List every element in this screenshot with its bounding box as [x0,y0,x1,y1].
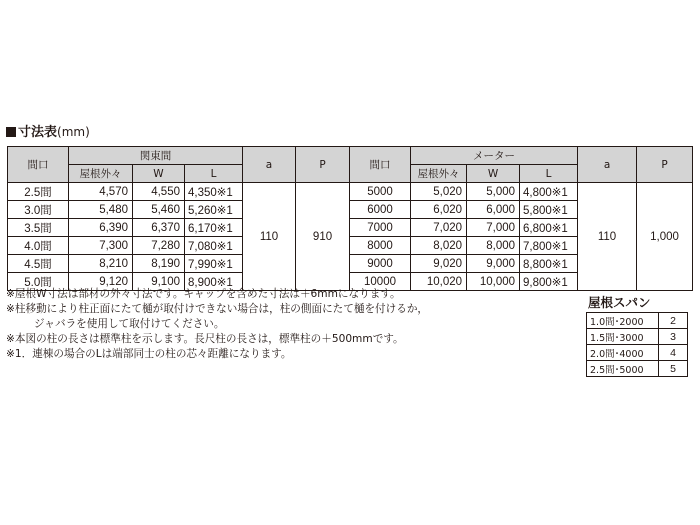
note-line: ※本図の柱の長さは標準柱を示します。長尺柱の長さは，標準柱の＋500mmです。 [6,333,404,345]
cell-frontage-right: 6000 [350,201,411,219]
header-row-1 [8,147,693,165]
cell-w-left: 8,190 [133,255,185,273]
table-row [587,345,688,361]
cell-l-right: 9,800※1 [520,273,578,291]
cell-outer-right: 6,020 [411,201,467,219]
span-value: 4 [659,345,688,361]
cell-w-right: 9,000 [467,255,520,273]
header-l-right: L [520,165,578,183]
cell-l-right: 4,800※1 [520,183,578,201]
header-outer-left: 屋根外々 [69,165,133,183]
span-value: 2 [659,313,688,329]
cell-w-left: 6,370 [133,219,185,237]
header-outer-right: 屋根外々 [411,165,467,183]
table-row [587,361,688,377]
span-label: 1.5間･3000 [587,329,659,345]
cell-w-left: 4,550 [133,183,185,201]
roof-span-title: 屋根スパン [588,295,651,310]
note-line: ※屋根W寸法は部材の外々寸法です。キャップを含めた寸法は＋6mmになります。 [6,288,401,300]
cell-outer-right: 7,020 [411,219,467,237]
span-label: 2.5間･5000 [587,361,659,377]
cell-frontage-left: 4.0間 [8,237,69,255]
cell-frontage-left: 3.5間 [8,219,69,237]
header-frontage-left: 間口 [8,147,69,183]
cell-w-right: 6,000 [467,201,520,219]
section-title [6,121,90,140]
cell-outer-right: 10,020 [411,273,467,291]
dimension-table [7,146,693,291]
table-row [587,329,688,345]
cell-outer-left: 7,300 [69,237,133,255]
cell-w-right: 7,000 [467,219,520,237]
span-value: 5 [659,361,688,377]
span-label: 1.0間･2000 [587,313,659,329]
cell-outer-left: 5,480 [69,201,133,219]
cell-outer-left: 9,120 [69,273,133,291]
cell-outer-left: 6,390 [69,219,133,237]
roof-span-table [586,312,688,377]
cell-l-right: 6,800※1 [520,219,578,237]
cell-l-right: 5,800※1 [520,201,578,219]
cell-outer-left: 4,570 [69,183,133,201]
cell-w-right: 8,000 [467,237,520,255]
cell-l-right: 7,800※1 [520,237,578,255]
cell-w-left: 9,100 [133,273,185,291]
table-row [8,183,693,201]
cell-l-left: 6,170※1 [185,219,243,237]
note-line: ジャバラを使用して取付けてください。 [34,318,225,330]
cell-frontage-left: 3.0間 [8,201,69,219]
cell-l-left: 5,260※1 [185,201,243,219]
cell-frontage-right: 8000 [350,237,411,255]
cell-frontage-left: 4.5間 [8,255,69,273]
cell-frontage-right: 10000 [350,273,411,291]
cell-frontage-right: 9000 [350,255,411,273]
header-frontage-right: 間口 [350,147,411,183]
cell-w-right: 10,000 [467,273,520,291]
header-kanto-group: 関東間 [69,147,243,165]
cell-l-left: 8,900※1 [185,273,243,291]
cell-frontage-left: 5.0間 [8,273,69,291]
header-p-left: P [296,147,350,183]
cell-l-left: 7,990※1 [185,255,243,273]
notes-block [6,287,428,362]
cell-w-left: 5,460 [133,201,185,219]
cell-p-left: 910 [296,183,350,291]
cell-frontage-right: 7000 [350,219,411,237]
header-meter-group: メーター [411,147,578,165]
cell-w-right: 5,000 [467,183,520,201]
span-label: 2.0間･4000 [587,345,659,361]
cell-a-right: 110 [578,183,637,291]
cell-l-left: 7,080※1 [185,237,243,255]
cell-outer-right: 8,020 [411,237,467,255]
cell-frontage-right: 5000 [350,183,411,201]
header-a-left: a [243,147,296,183]
cell-outer-right: 5,020 [411,183,467,201]
span-value: 3 [659,329,688,345]
cell-w-left: 7,280 [133,237,185,255]
cell-frontage-left: 2.5間 [8,183,69,201]
header-w-left: W [133,165,185,183]
note-line: ※1．連棟の場合のLは端部同士の柱の芯々距離になります。 [6,348,292,360]
section-title-unit: (mm) [57,125,90,139]
header-w-right: W [467,165,520,183]
note-line: ※柱移動により柱正面にたて樋が取付けできない場合は，柱の側面にたて樋を付けるか， [6,303,429,315]
table-row [587,313,688,329]
cell-outer-left: 8,210 [69,255,133,273]
square-bullet-icon [6,127,16,137]
cell-outer-right: 9,020 [411,255,467,273]
cell-l-left: 4,350※1 [185,183,243,201]
cell-p-right: 1,000 [637,183,693,291]
section-title-text: 寸法表 [18,125,58,140]
header-l-left: L [185,165,243,183]
header-a-right: a [578,147,637,183]
cell-l-right: 8,800※1 [520,255,578,273]
header-p-right: P [637,147,693,183]
cell-a-left: 110 [243,183,296,291]
